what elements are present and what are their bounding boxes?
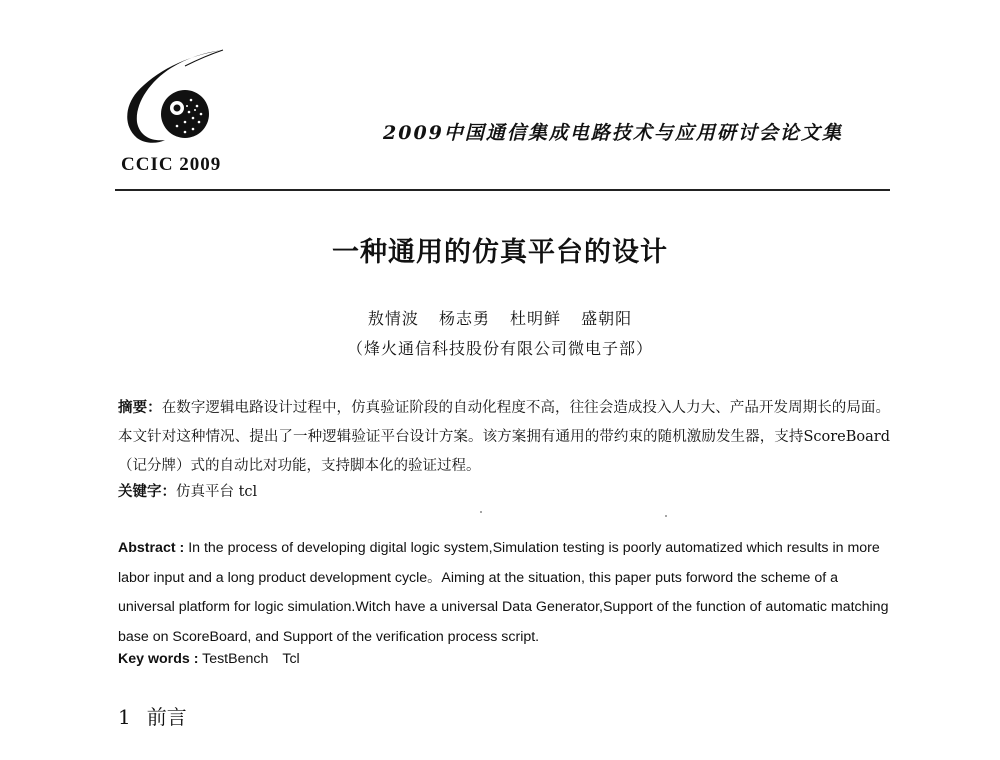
- keywords-cn-text: 仿真平台 tcl: [176, 484, 258, 500]
- section-number: 1: [118, 705, 131, 729]
- abstract-cn: [118, 393, 890, 481]
- section-title: 前言: [146, 705, 187, 729]
- abstract-en-text: In the process of developing digital logic system,Simulation testing is poorly automatized which results in more labor input and a long product development cycle。Aiming at the situation, this paper puts forword the scheme of a universal platform for logic simulation.Witch have a universal Data Generator,Support of the function of automatic matching base on ScoreBoard, and Support of the verification process script.: [118, 540, 889, 645]
- ccic-logo-icon: [115, 42, 235, 152]
- ccic-logo: [115, 42, 235, 182]
- keywords-en: [118, 651, 300, 667]
- paper-title: 一种通用的仿真平台的设计: [332, 237, 668, 268]
- keywords-cn-label: 关键字：: [118, 483, 176, 500]
- header-divider: [115, 189, 890, 191]
- keywords-cn: [118, 480, 257, 501]
- paper-affiliation: （烽火通信科技股份有限公司微电子部）: [346, 339, 653, 358]
- keyword-en: Tcl: [282, 651, 300, 667]
- proceedings-title: 2009中国通信集成电路技术与应用研讨会论文集: [383, 122, 843, 144]
- section-heading: [118, 701, 187, 730]
- keyword-en: TestBench: [202, 651, 269, 667]
- scan-speck: [480, 511, 482, 513]
- abstract-cn-text: 在数字逻辑电路设计过程中，仿真验证阶段的自动化程度不高，往往会造成投入人力大、产品开发周期长的局面。本文针对这种情况、提出了一种逻辑验证平台设计方案。该方案拥有通用的带约束的随机激励发生器，支持ScoreBoard（记分牌）式的自动比对功能，支持脚本化的验证过程。: [118, 400, 890, 474]
- abstract-en-label: Abstract :: [118, 540, 185, 556]
- abstract-en: [118, 534, 890, 652]
- abstract-cn-label: 摘要：: [118, 399, 162, 416]
- logo-caption: CCIC 2009: [121, 154, 222, 175]
- paper-authors: 敖情波 杨志勇 杜明鲜 盛朝阳: [367, 309, 633, 328]
- scan-speck: [665, 515, 667, 517]
- keywords-en-label: Key words :: [118, 651, 199, 667]
